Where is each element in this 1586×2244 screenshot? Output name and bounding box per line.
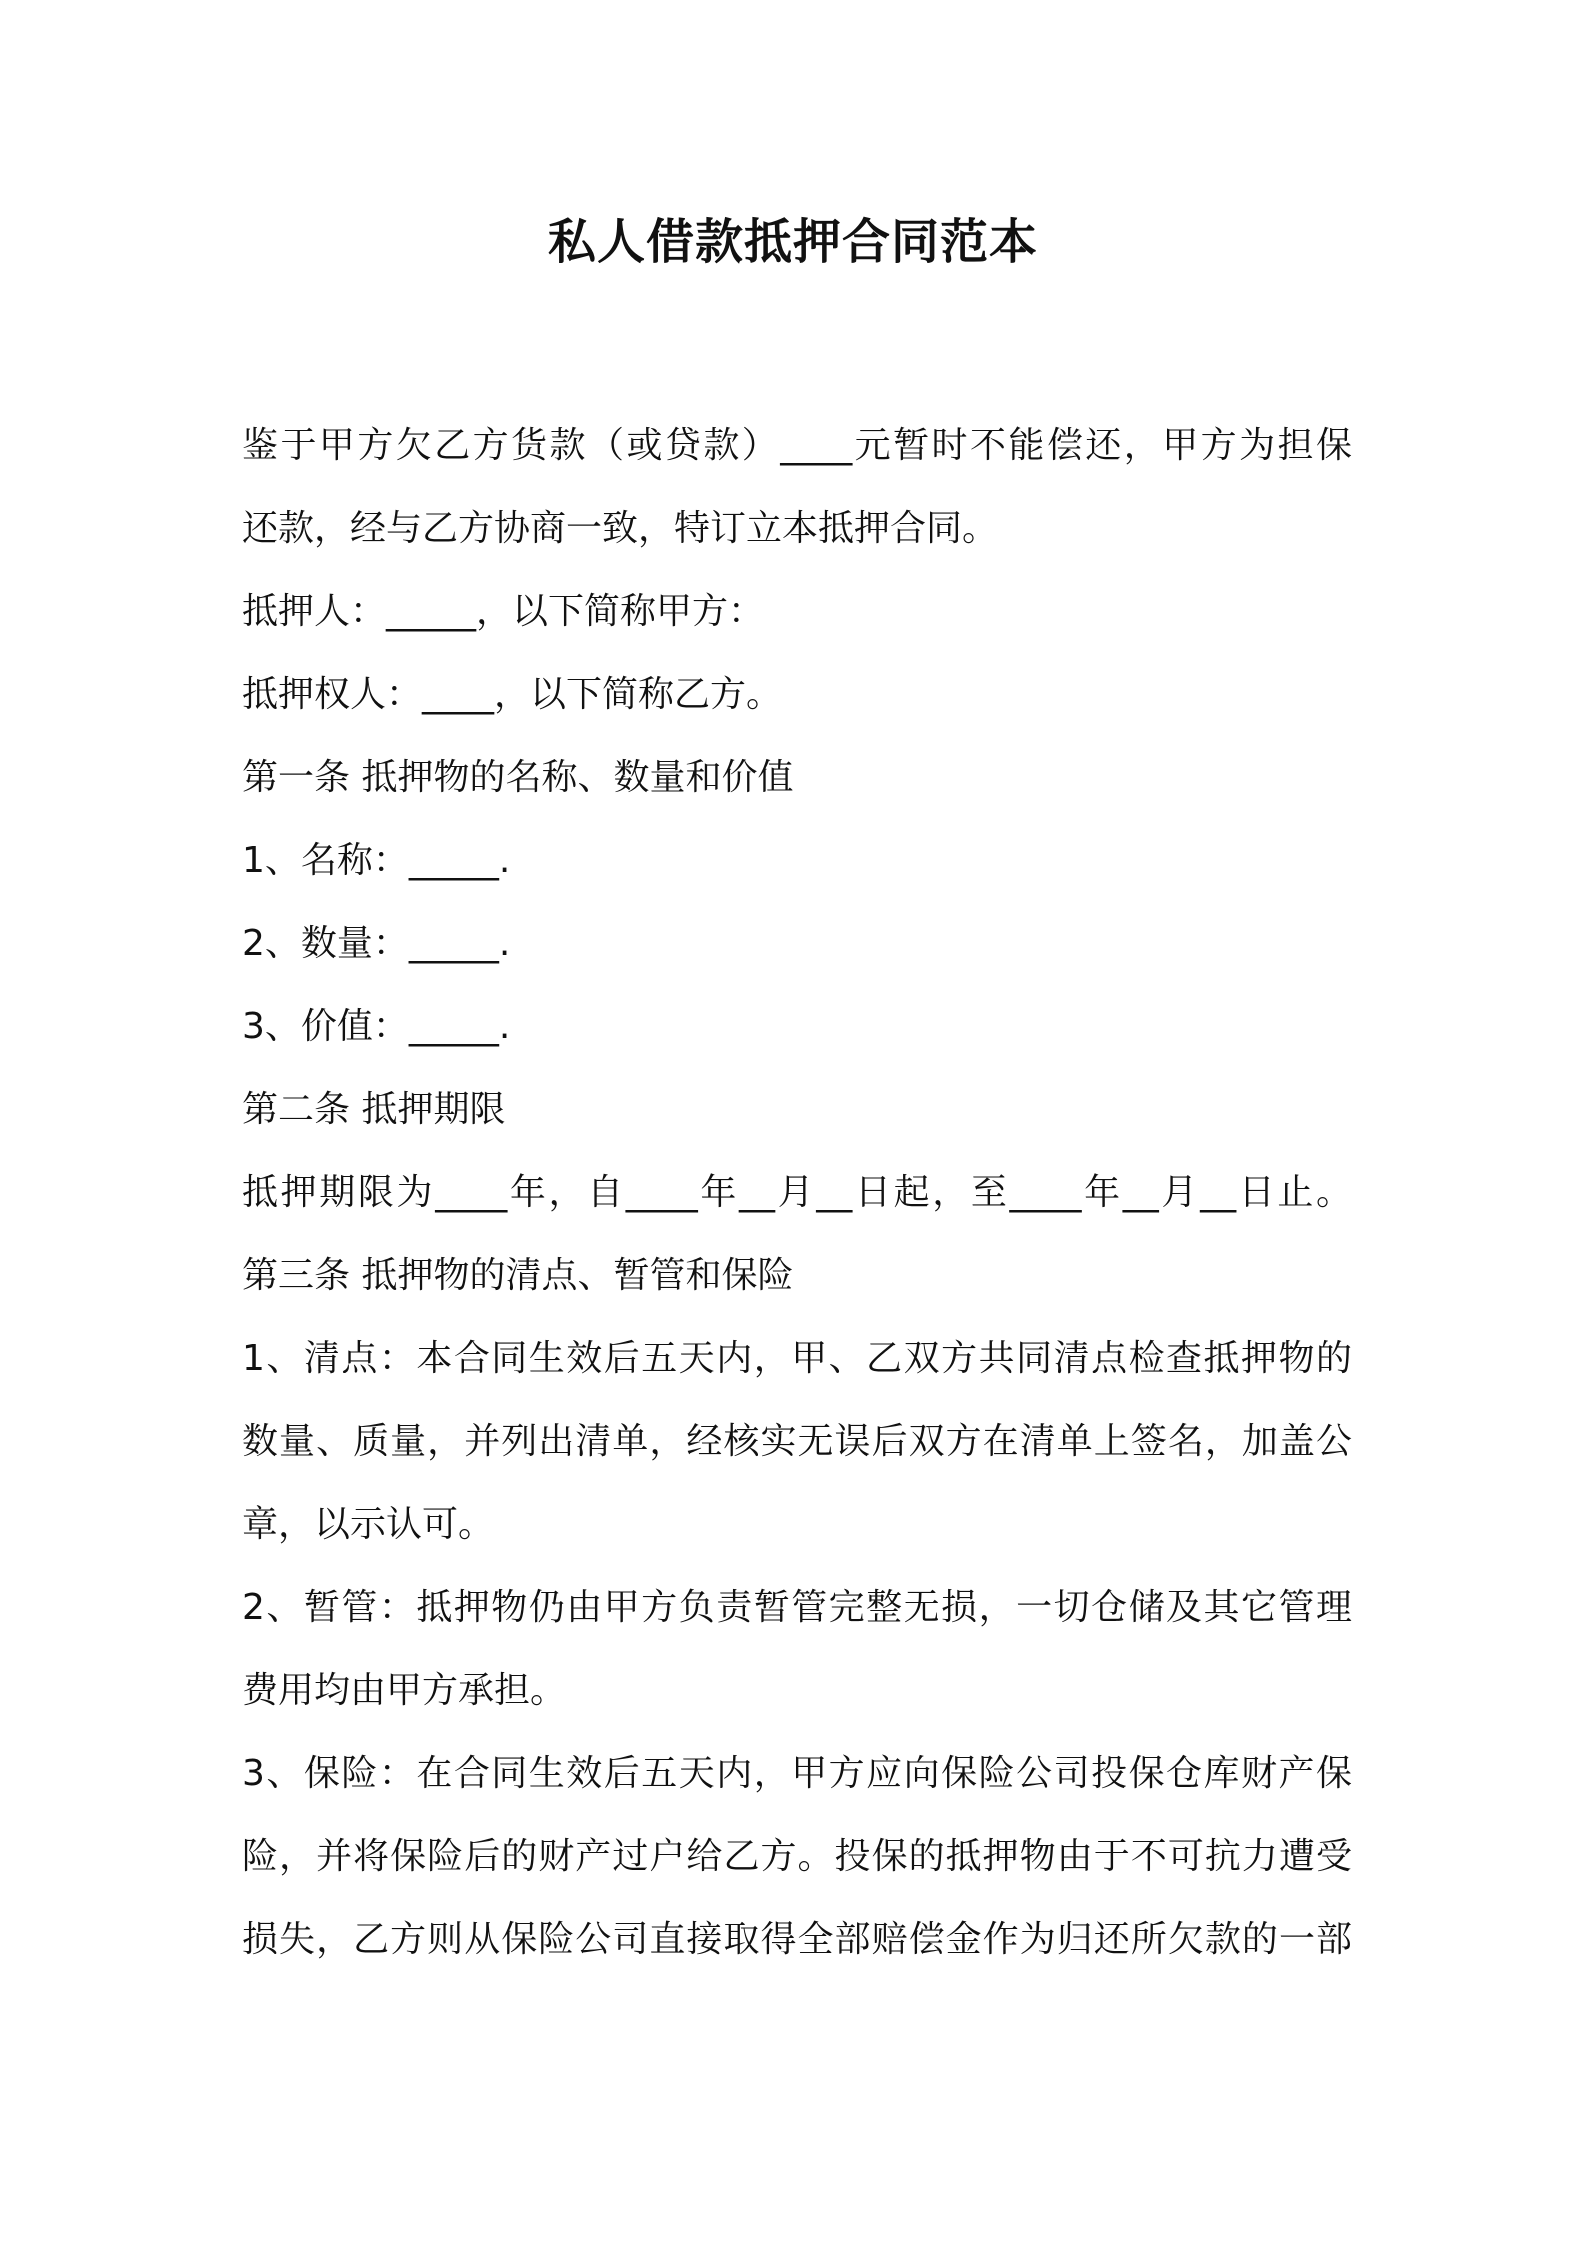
text-line: 2、数量：_____.	[242, 923, 511, 964]
text-line: 2、暂管：抵押物仍由甲方负责暂管完整无损，一切仓储及其它管理	[242, 1587, 1352, 1628]
document-body	[242, 404, 1352, 1981]
text-line: 章，以示认可。	[242, 1504, 495, 1545]
text-line: 抵押期限为____年，自____年__月__日起，至____年__月__日止。	[242, 1172, 1352, 1213]
text-line: 3、价值：_____.	[242, 1006, 511, 1047]
text-line: 鉴于甲方欠乙方货款（或贷款）____元暂时不能偿还，甲方为担保	[242, 425, 1352, 466]
text-line: 抵押权人：____，以下简称乙方。	[242, 674, 783, 715]
text-line: 费用均由甲方承担。	[242, 1670, 567, 1711]
text-line: 3、保险：在合同生效后五天内，甲方应向保险公司投保仓库财产保	[242, 1753, 1352, 1794]
section-heading: 第三条 抵押物的清点、暂管和保险	[242, 1255, 794, 1296]
text-line: 抵押人：_____，以下简称甲方：	[242, 591, 765, 632]
text-line: 还款，经与乙方协商一致，特订立本抵押合同。	[242, 508, 999, 549]
text-line: 1、名称：_____.	[242, 840, 511, 881]
text-line: 损失，乙方则从保险公司直接取得全部赔偿金作为归还所欠款的一部	[242, 1919, 1352, 1960]
document-title: 私人借款抵押合同范本	[547, 214, 1038, 270]
text-line: 险，并将保险后的财产过户给乙方。投保的抵押物由于不可抗力遭受	[242, 1836, 1352, 1877]
text-line: 数量、质量，并列出清单，经核实无误后双方在清单上签名，加盖公	[242, 1421, 1352, 1462]
text-line: 1、清点：本合同生效后五天内，甲、乙双方共同清点检查抵押物的	[242, 1338, 1352, 1379]
section-heading: 第一条 抵押物的名称、数量和价值	[242, 757, 794, 798]
section-heading: 第二条 抵押期限	[242, 1089, 506, 1130]
